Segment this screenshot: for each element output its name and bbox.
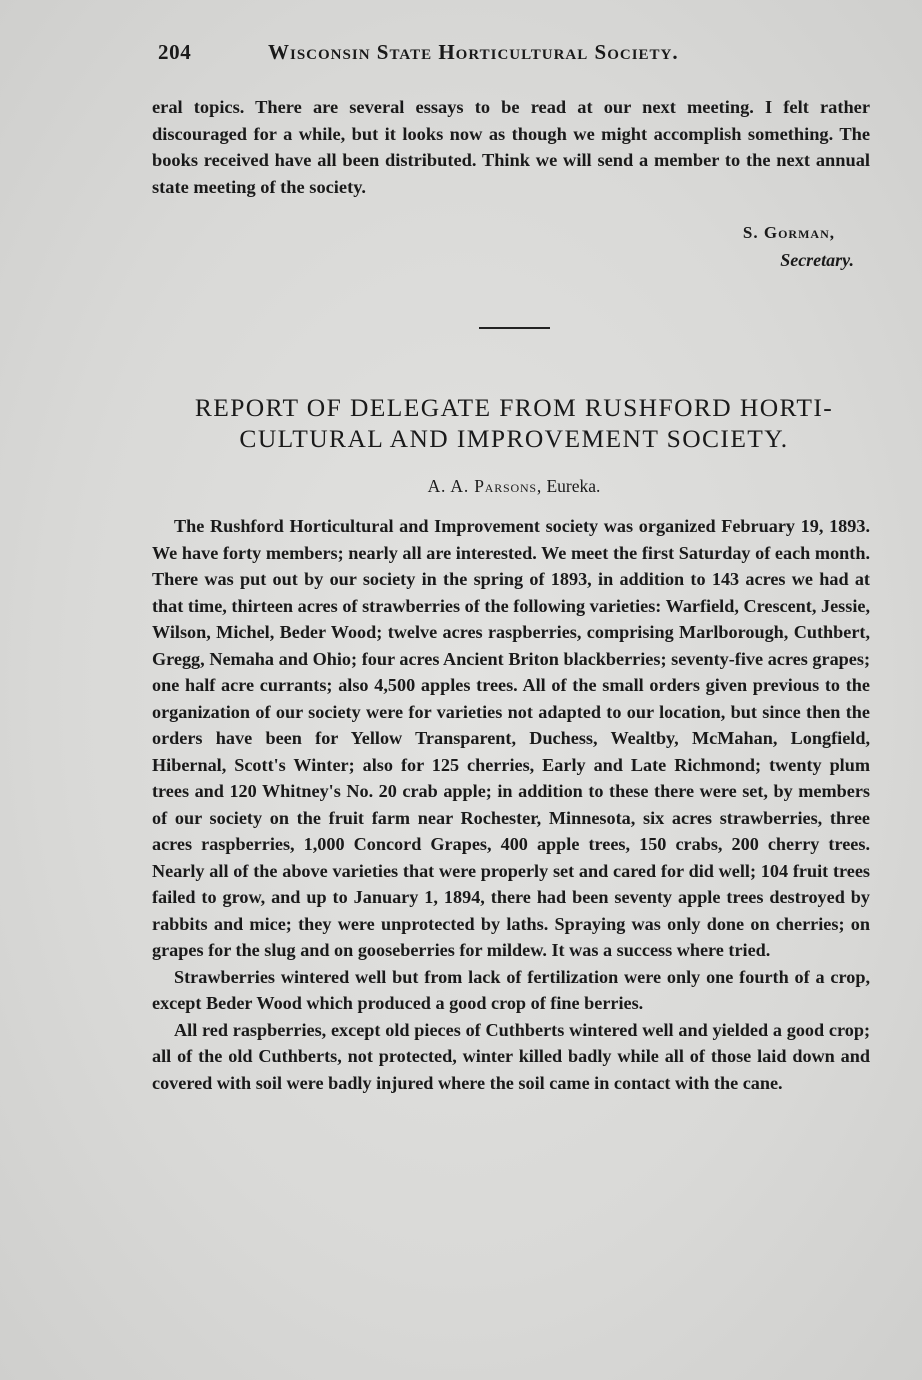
signature-name: S. Gorman, xyxy=(742,223,835,242)
signature-title: Secretary. xyxy=(780,250,854,270)
body-paragraph: Strawberries wintered well but from lack of fertilization were only one fourth of a crop, except Beder Wood which produced a good crop of fine berries. xyxy=(152,966,870,1013)
article-heading: REPORT OF DELEGATE FROM RUSHFORD HORTI- CULTURAL AND IMPROVEMENT SOCIETY. xyxy=(194,393,834,453)
article-body xyxy=(152,513,870,1096)
article-byline xyxy=(150,476,878,497)
running-header xyxy=(158,40,870,65)
running-title: Wisconsin State Horticultural Society. xyxy=(268,40,679,64)
byline-place: Eureka. xyxy=(542,476,601,496)
body-paragraph: All red raspberries, except old pieces of Cuthberts wintered well and yielded a good crop; all of the old Cuthberts, not protected, winter killed badly while all of those laid down and covered with soil were badly injured where the soil came in contact with the cane. xyxy=(152,1019,870,1093)
intro-paragraph: eral topics. There are several essays to be read at our next meeting. I felt rather discouraged for a while, but it looks now as though we might accomplish something. The books received have all been distributed. Think we will send a member to the next annual state meeting of the society. xyxy=(152,97,870,197)
page-number: 204 xyxy=(158,40,192,64)
body-paragraph: The Rushford Horticultural and Improvement society was organized February 19, 1893. We have forty members; nearly all are interested. We meet the first Saturday of each month. There was put out by our society in the spring of 1893, in addition to 143 acres we had at that time, thirteen acres of strawberries of the following varieties: Warfield, Crescent, Jessie, Wilson, Michel, Beder Wood; twelve acres raspberries, comprising Marlborough, Cuthbert, Gregg, Nemaha and Ohio; four acres Ancient Briton blackberries; seventy-five acres grapes; one half acre currants; also 4,500 apples trees. All of the small orders given previous to the organization of our society were for varieties not adapted to our location, but since then the orders have been for Yellow Transparent, Duchess, Wealtby, McMahan, Longfield, Hibernal, Scott's Winter; also for 125 cherries, Early and Late Richmond; twenty plum trees and 120 Whitney's No. 20 crab apple; in addition to these there were set, by members of our society on the fruit farm near Rochester, Minnesota, six acres strawberries, three acres raspberries, 1,000 Concord Grapes, 400 apple trees, 150 crabs, 200 cherry trees. Nearly all of the above varieties that were properly set and cared for did well; 104 fruit trees failed to grow, and up to January 1, 1894, there had been seventy apple trees destroyed by rabbits and mice; they were unprotected by laths. Spraying was only done on cherries; on grapes for the slug and on gooseberries for mildew. It was a success where tried. xyxy=(152,516,870,960)
byline-author: A. A. Parsons, xyxy=(427,476,543,496)
section-divider xyxy=(479,327,550,329)
